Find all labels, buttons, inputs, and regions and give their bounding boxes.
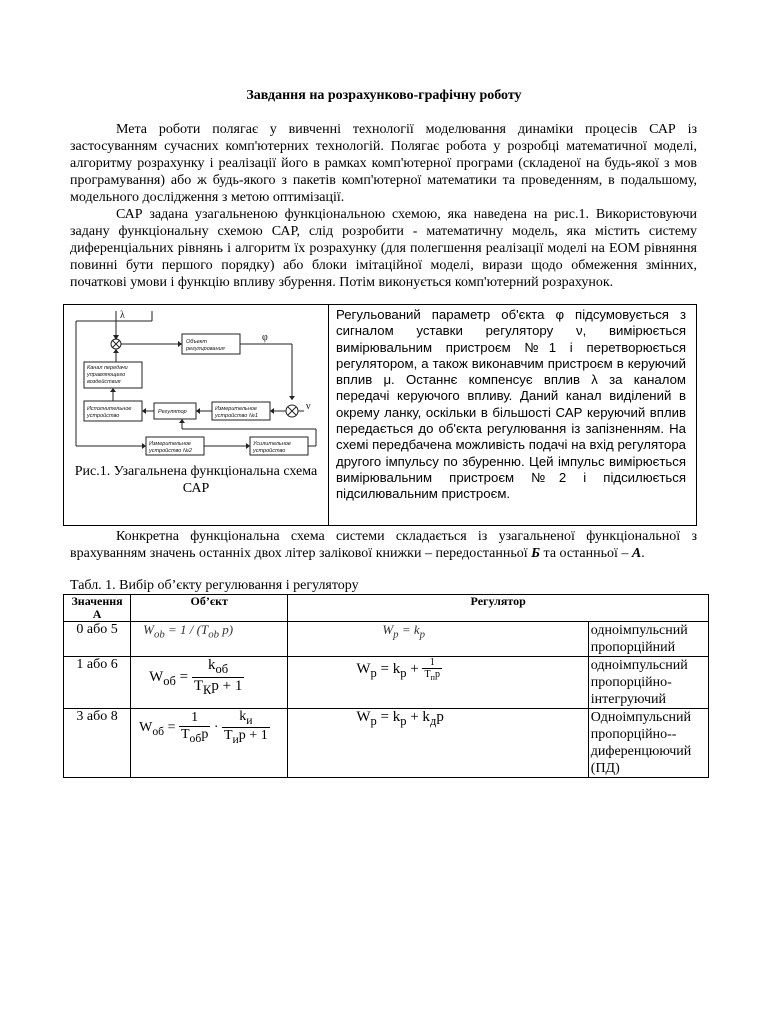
formula-regulator-1: $W_р = k_р$ + $\frac{1}{T_пp}$ <box>356 657 441 682</box>
object-block-line1: Объект <box>186 339 207 345</box>
actuator-block-line2: устройство <box>87 413 120 419</box>
row-regulator-type: одноімпульсний пропорційно-інтегруючий <box>588 657 708 709</box>
regulator-block: Регулятор <box>158 409 187 415</box>
paragraph-specific-scheme <box>70 528 697 562</box>
functional-diagram <box>72 307 322 457</box>
row-regulator-formula <box>288 657 588 709</box>
table-row <box>64 657 709 709</box>
lambda-label: λ <box>120 310 125 321</box>
row-object-formula <box>131 709 288 778</box>
figure-table <box>63 304 697 526</box>
channel-block-line2: управляющего <box>87 372 126 378</box>
amplifier-block-line1: Усилительное <box>253 441 291 447</box>
meas2-block-line1: Измерительное <box>149 441 191 447</box>
row-regulator-formula <box>288 622 588 657</box>
meas1-block-line1: Измерительное <box>215 406 257 412</box>
meas2-block-line2: устройство №2 <box>149 448 192 454</box>
table-row <box>64 709 709 778</box>
header-regulator: Регулятор <box>288 595 709 622</box>
formula-regulator-0: $W_p = k_p$ <box>382 622 426 641</box>
figure-caption: Рис.1. Узагальнена функціональна схема САР <box>74 464 318 496</box>
formula-object-0: $W_{ob} = 1 / (T_{ob}$ p) <box>143 622 234 641</box>
header-object: Об’єкт <box>131 595 288 622</box>
paragraph-scheme-text: САР задана узагальненою функціональною схемою, яка наведена на рис.1. Використовуючи задану функціональну схемою САР, слід розробити - математичну модель, яка містить систему диференціальних рівнянь і алгоритм їх розрахунку (для полегшення реалізації моделі на ЕОМ рівняння повинні бути першого порядку) або блоки імітаційної моделі, вирази щодо обмеження змінних, початкові умови і функцію впливу збурення. Потім виконується комп'ютерний розрахунок. <box>70 207 697 290</box>
row-object-formula <box>131 622 288 657</box>
channel-block-line3: воздействия <box>87 379 121 385</box>
nu-label: ν <box>306 401 311 412</box>
phi-label: φ <box>262 332 268 343</box>
formula-object-1: $W_{об}$ = $\frac{k_{об}}{T_Кp + 1}$ <box>149 657 243 697</box>
paragraph-goal <box>70 121 697 206</box>
amplifier-block-line2: устройство <box>253 448 286 454</box>
para3-middle: та останньої – <box>540 546 632 561</box>
row-regulator-type: Одноімпульсний пропорційно--диференцюючий (ПД) <box>588 709 708 778</box>
table-header-row <box>64 595 709 622</box>
letter-b: Б <box>531 546 541 561</box>
row-object-formula <box>131 657 288 709</box>
header-value: Значення А <box>64 595 131 622</box>
row-value: 0 або 5 <box>64 622 131 657</box>
channel-block-line1: Канал передачи <box>87 365 128 371</box>
letter-a: А <box>631 546 642 561</box>
paragraph-goal-text: Мета роботи полягає у вивченні технології моделювання динаміки процесів САР із застосуванням сучасних комп'ютерних технологій. Полягає робота у розробці математичної моделі, алгоритму розрахунку і реалізації його в рамках комп'ютерної програми (складеної на будь-якої з мов програмування) або ж будь-якого з пакетів комп'ютерної математики та проведенням, в подальшому, модельного дослідження з метою оптимізації. <box>70 122 697 205</box>
object-block-line2: регулирования <box>186 346 225 352</box>
para3-before: Конкретна функціональна схема системи складається із узагальненої функціональної з врахуванням значень останніх двох літер залікової книжки – передостанньої <box>70 529 697 561</box>
row-regulator-formula <box>288 709 588 778</box>
figure-description: Регульований параметр об'єкта φ підсумовується з сигналом уставки регулятору ν, вимірюється вимірювальним пристроєм №1 і перетворюється регулятором, а також виконавчим пристроєм в керуючий вплив μ. Останнє компенсує вплив λ за каналом передачі керуючого впливу. Даний канал виділений в окрему ланку, оскільки в більшості САР керуючий вплив передається до об'єкта регулювання із запізненням. На схемі передбачена можливість подачі на вхід регулятора другого імпульсу по збуренню. Цей імпульс вимірюється вимірювальним пристроєм №2 і підсилюється підсилювальним пристроєм. <box>336 307 686 502</box>
row-regulator-type: одноімпульсний пропорційний <box>588 622 708 657</box>
formula-regulator-2: $W_р = k_р + k_дp$ <box>356 709 444 728</box>
actuator-block-line1: Исполнительное <box>87 406 132 412</box>
para3-end: . <box>641 546 645 561</box>
meas1-block-line2: устройство №1 <box>215 413 258 419</box>
selection-table <box>63 594 709 778</box>
page-title: Завдання на розрахунково-графічну роботу <box>246 88 522 103</box>
table-row <box>64 622 709 657</box>
row-value: 3 або 8 <box>64 709 131 778</box>
figure-cell <box>64 305 329 525</box>
row-value: 1 або 6 <box>64 657 131 709</box>
formula-object-2: $W_{об}$ = $\frac{1}{T_{об}p}$ · $\frac{k_и}{T_иp + 1}$ <box>139 709 268 746</box>
table-caption: Табл. 1. Вибір об’єкту регулювання і регулятору <box>70 578 359 593</box>
paragraph-scheme <box>70 206 697 291</box>
